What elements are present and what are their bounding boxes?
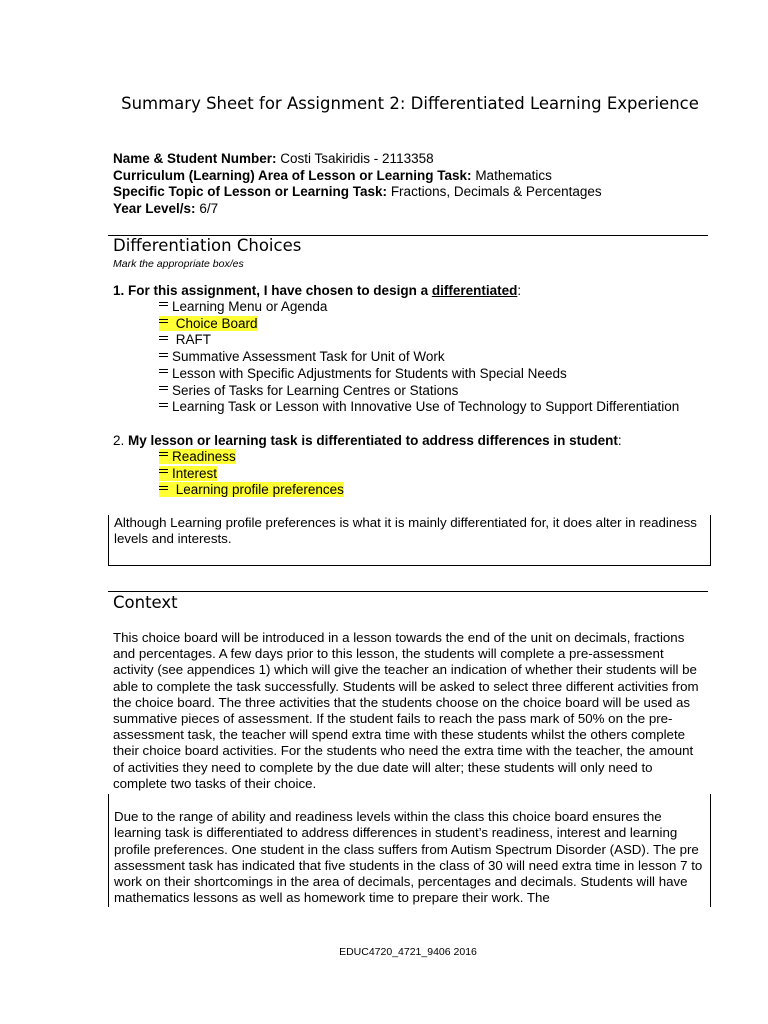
explanation-text: Although Learning profile preferences is what it is mainly differentiated for, it does alter in readiness levels and interests. (114, 515, 697, 547)
checkbox-icon[interactable] (159, 383, 168, 393)
context-text-box (108, 794, 711, 907)
option-readiness[interactable]: Readiness (159, 449, 344, 466)
page-title: Summary Sheet for Assignment 2: Differentiated Learning Experience (121, 94, 699, 113)
checkbox-icon[interactable] (159, 299, 168, 309)
checkbox-icon[interactable] (159, 350, 168, 360)
checkbox-icon[interactable] (159, 316, 168, 326)
context-heading: Context (113, 593, 178, 612)
meta-value: Mathematics (471, 167, 552, 183)
checkbox-icon[interactable] (159, 466, 168, 476)
checkbox-icon[interactable] (159, 366, 168, 376)
meta-value: Fractions, Decimals & Percentages (387, 184, 602, 199)
meta-value: 6/7 (195, 200, 219, 216)
question-2 (113, 433, 622, 450)
meta-row-curriculum (113, 168, 602, 185)
meta-value: Costi Tsakiridis - 2113358 (276, 151, 434, 166)
meta-label: Curriculum (Learning) Area of Lesson or Learning Task: (113, 167, 472, 183)
option-learning-profile[interactable]: Learning profile preferences (159, 482, 344, 499)
student-differences-list (159, 449, 344, 499)
meta-label: Year Level/s: (113, 200, 196, 216)
option-special-needs[interactable]: Lesson with Specific Adjustments for Students with Special Needs (159, 366, 679, 383)
question-2-number: 2. (113, 433, 129, 448)
section-divider (108, 591, 708, 592)
question-1-suffix: : (517, 283, 522, 298)
question-1 (113, 283, 521, 300)
checkbox-icon[interactable] (159, 483, 168, 493)
checkbox-icon[interactable] (159, 333, 168, 343)
context-paragraph-2: Due to the range of ability and readiness levels within the class this choice board ensures the learning task is differentiated to address differences in student’s readiness, interest and learning profile preferences. One student in the class suffers from Autism Spectrum Disorder (ASD). The pre assessment task has indicated that five students in the class of 30 will need extra time in lesson 7 to work on their shortcomings in the area of decimals, percentages and decimals. Students will have mathematics lessons as well as homework time to prepare their work. The (114, 809, 703, 906)
meta-label: Specific Topic of Lesson or Learning Task: (113, 184, 388, 199)
option-learning-menu[interactable]: Learning Menu or Agenda (159, 299, 679, 316)
footer-code: EDUC4720_4721_9406 2016 (339, 946, 477, 958)
question-2-text: My lesson or learning task is differentiated to address differences in student (128, 433, 618, 448)
option-choice-board[interactable]: Choice Board (159, 316, 679, 333)
context-paragraph-1: This choice board will be introduced in a lesson towards the end of the unit on decimals, fractions and percentages. A few days prior to this lesson, the students will complete a pre-assessment activity (see appendices 1) which will give the teacher an indication of whether their students will be able to complete the task successfully. Students will be asked to select three different activities from the choice board. The three activities that the students choose on the choice board will be used as summative pieces of assessment. If the student fails to reach the pass mark of 50% on the pre-assessment task, the teacher will spend extra time with these students whilst the others complete their choice board activities. For the students who need the extra time with the teacher, the amount of activities they need to complete by the due date will alter; these students will only need to complete two tasks of their choice. (113, 630, 699, 791)
explanation-box (108, 515, 711, 566)
differentiation-heading: Differentiation Choices (113, 236, 302, 255)
instruction-note: Mark the appropriate box/es (113, 258, 244, 270)
design-options-list (159, 299, 679, 416)
question-2-suffix: : (617, 433, 622, 448)
option-interest[interactable]: Interest (159, 466, 344, 483)
checkbox-icon[interactable] (159, 449, 168, 459)
meta-row-name (113, 151, 602, 168)
question-1-prefix: 1. For this assignment, I have chosen to design a (113, 283, 432, 298)
meta-row-topic (113, 184, 602, 201)
option-learning-centres[interactable]: Series of Tasks for Learning Centres or Stations (159, 383, 679, 400)
lesson-details (113, 151, 602, 217)
question-1-underlined: differentiated (431, 283, 518, 298)
meta-row-year-level (113, 201, 602, 218)
option-raft[interactable]: RAFT (159, 332, 679, 349)
option-summative-task[interactable]: Summative Assessment Task for Unit of Work (159, 349, 679, 366)
checkbox-icon[interactable] (159, 400, 168, 410)
option-technology[interactable]: Learning Task or Lesson with Innovative Use of Technology to Support Differentiation (159, 399, 679, 416)
meta-label: Name & Student Number: (113, 151, 277, 166)
